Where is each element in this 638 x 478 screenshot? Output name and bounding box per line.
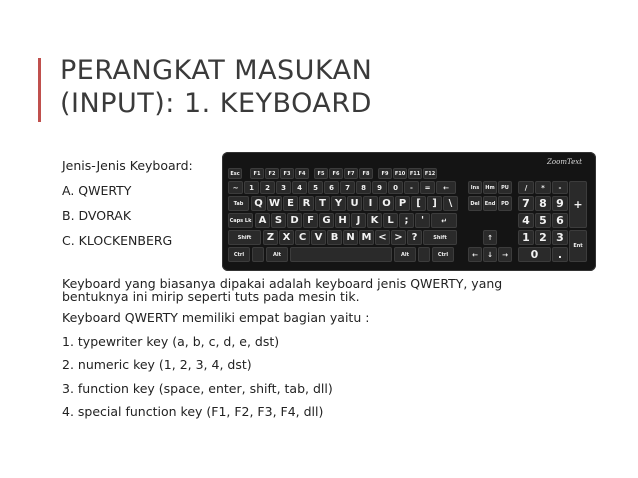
keyboard-key: W xyxy=(268,198,281,209)
keyboard-key: T xyxy=(315,196,330,211)
keyboard-key xyxy=(418,247,430,262)
list-item: 1. typewriter key (a, b, c, d, e, dst) xyxy=(62,333,280,349)
keyboard-key: 4 xyxy=(518,213,534,228)
keyboard-key xyxy=(252,247,264,262)
keyboard-key: ] xyxy=(427,196,442,211)
body-text xyxy=(62,277,572,428)
keyboard-key: - xyxy=(552,181,568,194)
keyboard-key: Ctrl xyxy=(228,247,250,262)
keyboard-key: F2 xyxy=(265,168,279,179)
keyboard-key: 6 xyxy=(324,181,339,194)
keyboard-key: F xyxy=(303,213,318,228)
keyboard-key: F10 xyxy=(393,168,407,179)
keyboard-key: 8 xyxy=(356,181,371,194)
keyboard-key: 5 xyxy=(535,213,551,228)
keyboard-key: 8 xyxy=(535,196,551,211)
keyboard-key: PD xyxy=(498,196,512,211)
keyboard-key: Alt xyxy=(266,247,288,262)
keyboard-key: X xyxy=(279,230,294,245)
keyboard-key: F5 xyxy=(314,168,328,179)
keyboard-key: 3 xyxy=(276,181,291,194)
keyboard-key: N xyxy=(343,230,358,245)
keyboard-key: I xyxy=(363,196,378,211)
keyboard-key: PU xyxy=(498,181,512,194)
keyboard-key: . xyxy=(552,247,568,262)
keyboard-key: F6 xyxy=(329,168,343,179)
keyboard-key: Shift xyxy=(228,230,261,245)
keyboard-key: Del xyxy=(468,196,482,211)
list-item: A. QWERTY xyxy=(62,183,132,198)
keyboard-key: B xyxy=(327,230,342,245)
keyboard-key: / xyxy=(518,181,534,194)
keyboard-key: ; xyxy=(399,213,414,228)
keyboard-key: O xyxy=(379,196,394,211)
keyboard-key: Tab xyxy=(228,196,249,211)
keyboard-key: D xyxy=(287,213,302,228)
list-item: C. KLOCKENBERG xyxy=(62,233,173,248)
slide-title xyxy=(60,54,500,120)
keyboard-key: F4 xyxy=(295,168,309,179)
keyboard-key: 0 xyxy=(388,181,403,194)
keyboard-key: J xyxy=(351,213,366,228)
keyboard-key xyxy=(290,247,392,262)
keyboard-key: F11 xyxy=(408,168,422,179)
keyboard-key: \ xyxy=(443,196,458,211)
keyboard-key: → xyxy=(498,247,512,262)
keyboard-key: [ xyxy=(411,196,426,211)
keyboard-key: ← xyxy=(468,247,482,262)
keyboard-key: ~ xyxy=(228,181,243,194)
keyboard-key: E xyxy=(283,196,298,211)
keyboard-types-list xyxy=(62,157,193,257)
keyboard-key: Shift xyxy=(423,230,457,245)
keyboard-key: 7 xyxy=(340,181,355,194)
keyboard-key: Ins xyxy=(468,181,482,194)
list-item: B. DVORAK xyxy=(62,208,132,223)
keyboard-key: - xyxy=(404,181,419,194)
keyboard-key: 4 xyxy=(292,181,307,194)
keyboard-key: V xyxy=(311,230,326,245)
keyboard-brand-logo: ZoomText xyxy=(547,158,582,166)
keyboard-key: C xyxy=(295,230,310,245)
keyboard-key: < xyxy=(375,230,390,245)
keyboard-key: 1 xyxy=(244,181,259,194)
keyboard-key: F3 xyxy=(280,168,294,179)
keyboard-key: F7 xyxy=(344,168,358,179)
keyboard-image xyxy=(222,152,596,271)
keyboard-key: ? xyxy=(407,230,422,245)
keyboard-key: F1 xyxy=(250,168,264,179)
keyboard-key: A xyxy=(255,213,270,228)
list-item: 3. function key (space, enter, shift, tab, dll) xyxy=(62,380,333,396)
keyboard-key: R xyxy=(299,196,314,211)
keyboard-key: F9 xyxy=(378,168,392,179)
keyboard-key: ↵ xyxy=(431,213,457,228)
keyboard-key: F12 xyxy=(423,168,437,179)
keyboard-key: ↑ xyxy=(483,230,497,245)
keyboard-key: 0 xyxy=(518,247,551,262)
keyboard-key: H xyxy=(335,213,350,228)
keyboard-key: F8 xyxy=(359,168,373,179)
list-item: 2. numeric key (1, 2, 3, 4, dst) xyxy=(62,357,252,372)
keyboard-key: 5 xyxy=(308,181,323,194)
title-line-2: (INPUT): 1. KEYBOARD xyxy=(60,88,372,119)
keyboard-key: P xyxy=(395,196,410,211)
keyboard-key: Y xyxy=(331,196,346,211)
keyboard-key: Hm xyxy=(483,181,497,194)
keyboard-key: Caps Lk xyxy=(228,213,253,228)
keyboard-key: 9 xyxy=(372,181,387,194)
keyboard-key: + xyxy=(569,181,587,228)
keyboard-key: 3 xyxy=(552,230,568,245)
list-heading: Jenis-Jenis Keyboard: xyxy=(62,158,193,173)
keyboard-key: * xyxy=(535,181,551,194)
keyboard-key: ↓ xyxy=(483,247,497,262)
list-item: 4. special function key (F1, F2, F3, F4, dll) xyxy=(62,404,324,419)
keyboard-key: K xyxy=(367,213,382,228)
keyboard-key: G xyxy=(319,213,334,228)
keyboard-key: L xyxy=(383,213,398,228)
body-paragraph: Keyboard yang biasanya dipakai adalah keyboard jenis QWERTY, yang bentuknya ini mirip seperti tuts pada mesin tik. xyxy=(62,276,503,304)
keyboard-key: Alt xyxy=(394,247,416,262)
keyboard-key: M xyxy=(359,230,374,245)
keyboard-key: ' xyxy=(415,213,430,228)
body-intro: Keyboard QWERTY memiliki empat bagian yaitu : xyxy=(62,310,370,325)
keyboard-key: 9 xyxy=(552,196,568,211)
keyboard-key: 6 xyxy=(552,213,568,228)
keyboard-key: S xyxy=(271,213,286,228)
keyboard-key: U xyxy=(347,196,362,211)
keyboard-key: 2 xyxy=(260,181,275,194)
keyboard-key: 7 xyxy=(518,196,534,211)
keyboard-key: Ctrl xyxy=(432,247,454,262)
title-accent-bar xyxy=(38,58,41,122)
keyboard-key: End xyxy=(483,196,497,211)
keyboard-key: 1 xyxy=(518,230,534,245)
keyboard-key: Esc xyxy=(228,168,242,179)
title-line-1: PERANGKAT MASUKAN xyxy=(60,55,373,86)
keyboard-key: = xyxy=(420,181,435,194)
keyboard-key: 2 xyxy=(535,230,551,245)
keyboard-key: Ent xyxy=(569,230,587,262)
keyboard-key: Q xyxy=(251,196,266,211)
keyboard-key: ← xyxy=(436,181,456,194)
keyboard-key: Z xyxy=(263,230,278,245)
keyboard-key: > xyxy=(391,230,406,245)
